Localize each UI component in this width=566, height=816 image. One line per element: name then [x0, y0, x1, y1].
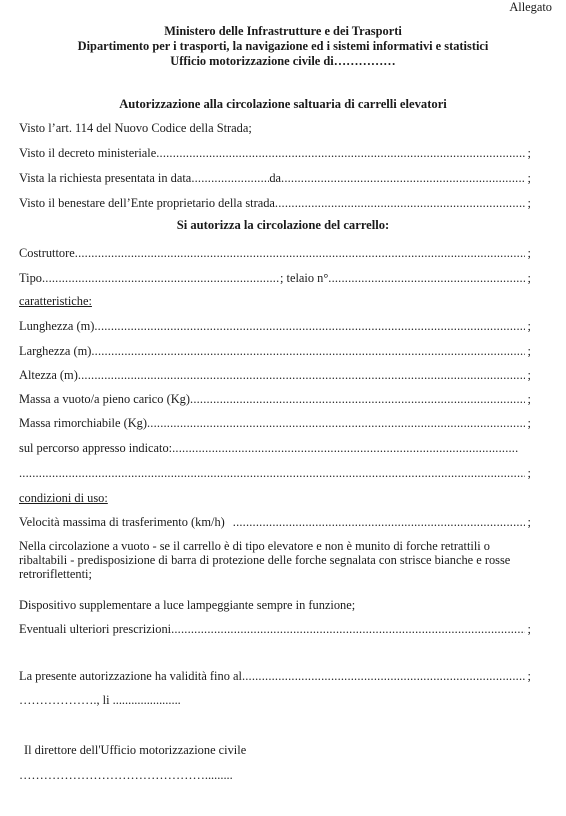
ulteriori-row — [19, 621, 531, 637]
row-semicolon: ; — [527, 344, 531, 358]
luogo-data-line[interactable]: ………………., li ...................... — [19, 693, 181, 707]
costruttore-fill[interactable] — [75, 245, 525, 261]
velocita-label: Velocità massima di trasferimento (km/h) — [19, 515, 225, 529]
row-semicolon: ; — [527, 271, 531, 285]
altezza-fill[interactable] — [78, 367, 525, 383]
massa-row — [19, 391, 531, 407]
header-dipartimento: Dipartimento per i trasporti, la navigazione ed i sistemi informativi e statistici — [77, 39, 489, 53]
autorizza-heading: Si autorizza la circolazione del carrello: — [176, 218, 390, 232]
larghezza-fill[interactable] — [91, 343, 524, 359]
visto-decreto-fill[interactable] — [156, 145, 524, 161]
validita-label: La presente autorizzazione ha validità fino al — [19, 669, 242, 683]
row-semicolon: ; — [527, 515, 531, 529]
larghezza-label: Larghezza (m) — [19, 344, 92, 358]
circolazione-a-vuoto-paragraph: Nella circolazione a vuoto - se il carrello è di tipo elevatore e non è munito di forche retrattili o ribaltabili - predisposizione di barra di protezione delle forche segnalata con strisce bianche e rosse retroriflettenti; — [19, 539, 511, 581]
tipo-label: Tipo — [19, 271, 42, 285]
visto-decreto-label: Visto il decreto ministeriale — [19, 146, 157, 160]
costruttore-row — [19, 245, 531, 261]
rimorchiabile-row — [19, 415, 531, 431]
lunghezza-fill[interactable] — [94, 318, 524, 334]
document-title: Autorizzazione alla circolazione saltuaria di carrelli elevatori — [119, 97, 447, 111]
benestare-fill[interactable] — [275, 195, 525, 211]
percorso-fill[interactable] — [172, 440, 519, 456]
telaio-fill[interactable] — [328, 270, 524, 286]
costruttore-label: Costruttore — [19, 246, 75, 260]
caratteristiche-heading: caratteristiche: — [19, 294, 92, 308]
visto-benestare-label: Visto il benestare dell’Ente proprietario della strada — [19, 196, 275, 210]
visto-benestare-row — [19, 195, 531, 211]
lunghezza-row — [19, 318, 531, 334]
header-ministero: Ministero delle Infrastrutture e dei Trasporti — [164, 24, 402, 38]
visto-decreto-row — [19, 145, 531, 161]
row-semicolon: ; — [527, 416, 531, 430]
percorso-label: sul percorso appresso indicato: — [19, 441, 173, 455]
dispositivo-text: Dispositivo supplementare a luce lampeggiante sempre in funzione; — [19, 598, 356, 612]
row-semicolon: ; — [527, 319, 531, 333]
visto-richiesta-row — [19, 170, 531, 186]
lunghezza-label: Lunghezza (m) — [19, 319, 95, 333]
ulteriori-fill[interactable] — [171, 621, 524, 637]
visto-richiesta-label: Vista la richiesta presentata in data — [19, 171, 192, 185]
massa-label: Massa a vuoto/a pieno carico (Kg) — [19, 392, 191, 406]
massa-fill[interactable] — [190, 391, 525, 407]
velocita-row — [19, 514, 531, 530]
telaio-label: ; telaio n° — [279, 271, 329, 285]
row-semicolon: ; — [527, 246, 531, 260]
tipo-row — [19, 270, 531, 286]
altezza-row — [19, 367, 531, 383]
validita-fill[interactable] — [242, 668, 525, 684]
percorso-continuation-row — [19, 465, 531, 481]
ulteriori-label: Eventuali ulteriori prescrizioni — [19, 622, 172, 636]
row-semicolon: ; — [527, 171, 531, 185]
rimorchiabile-label: Massa rimorchiabile (Kg) — [19, 416, 147, 430]
condizioni-heading: condizioni di uso: — [19, 491, 108, 505]
direttore-label: Il direttore dell'Ufficio motorizzazione civile — [24, 743, 247, 757]
row-semicolon: ; — [527, 622, 531, 636]
validita-row — [19, 668, 531, 684]
richiesta-da-label: da — [269, 171, 282, 185]
rimorchiabile-fill[interactable] — [147, 415, 525, 431]
richiesta-da-fill[interactable] — [281, 170, 525, 186]
larghezza-row — [19, 343, 531, 359]
firma-line[interactable]: ………………………………………......... — [19, 768, 233, 782]
percorso-continuation-fill[interactable] — [19, 465, 525, 481]
row-semicolon: ; — [527, 669, 531, 683]
row-semicolon: ; — [527, 466, 531, 480]
row-semicolon: ; — [527, 146, 531, 160]
percorso-row — [19, 440, 519, 456]
altezza-label: Altezza (m) — [19, 368, 78, 382]
velocita-fill[interactable] — [233, 514, 525, 530]
row-semicolon: ; — [527, 368, 531, 382]
visto-art-114: Visto l’art. 114 del Nuovo Codice della Strada; — [19, 121, 252, 135]
richiesta-data-fill[interactable] — [191, 170, 269, 186]
header-ufficio: Ufficio motorizzazione civile di…………… — [170, 54, 396, 68]
allegato-label: Allegato — [509, 0, 552, 14]
tipo-fill[interactable] — [42, 270, 280, 286]
row-semicolon: ; — [527, 392, 531, 406]
row-semicolon: ; — [527, 196, 531, 210]
